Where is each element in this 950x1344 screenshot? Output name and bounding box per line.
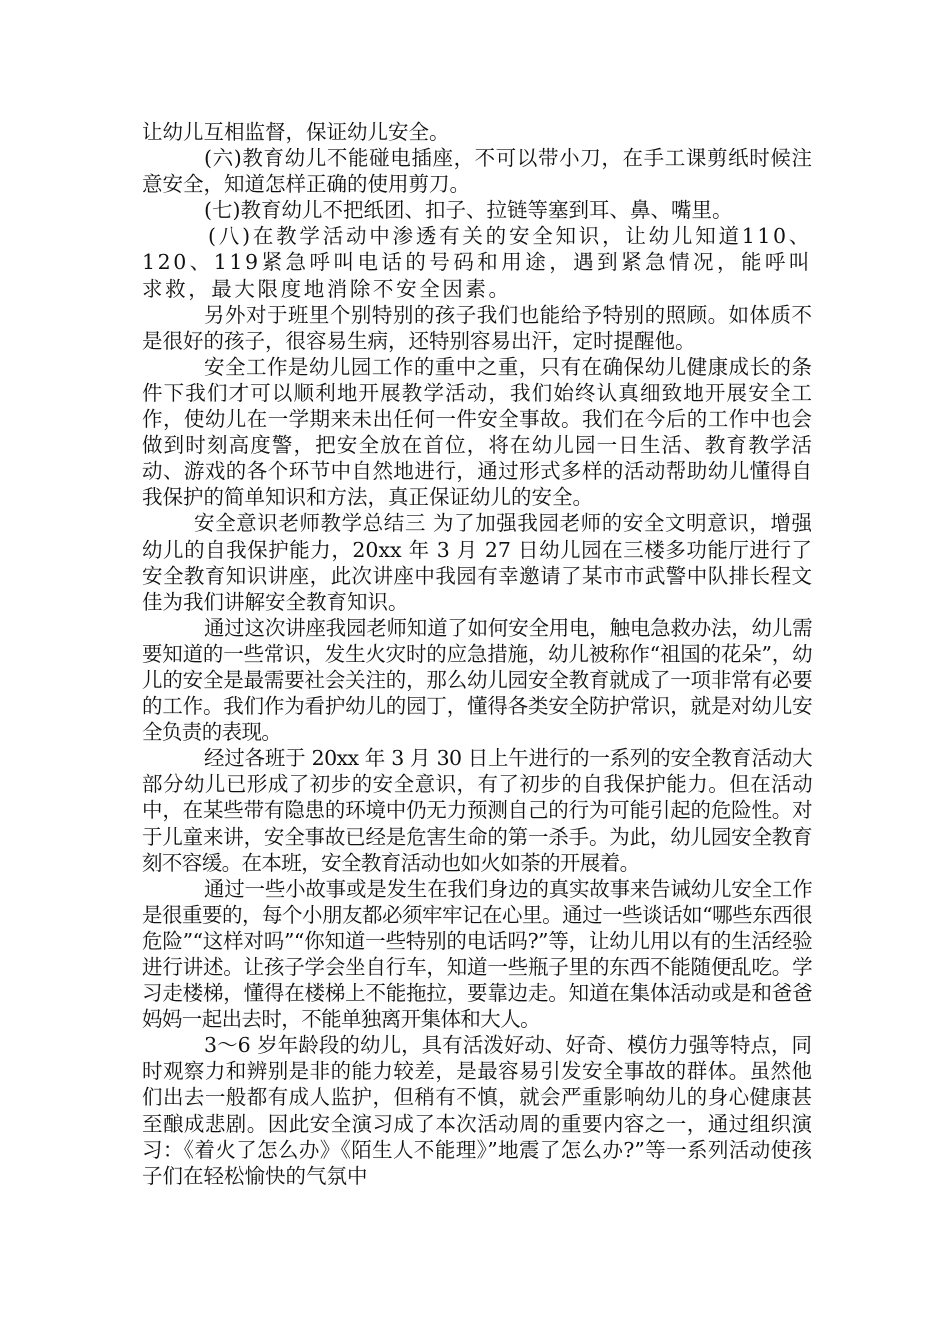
paragraph-6: 安全工作是幼儿园工作的重中之重，只有在确保幼儿健康成长的条件下我们才可以顺利地开展教学活动，我们始终认真细致地开展安全工作，使幼儿在一学期来未出任何一件安全事故。我们在今后的工作中也会做到时刻高度警，把安全放在首位，将在幼儿园一日生活、教育教学活动、游戏的各个环节中自然地进行，通过形式多样的活动帮助幼儿懂得自我保护的简单知识和方法，真正保证幼儿的安全。 [142,354,812,510]
paragraph-3: (七)教育幼儿不把纸团、扣子、拉链等塞到耳、鼻、嘴里。 [204,198,733,223]
paragraph-1: 让幼儿互相监督，保证幼儿安全。 [142,120,450,144]
paragraph-4: (八)在教学活动中渗透有关的安全知识，让幼儿知道110、120、119紧急呼叫电话的号码和用途，遇到紧急情况，能呼叫求救，最大限度地消除不安全因素。 [142,224,812,301]
paragraph-8: 通过这次讲座我园老师知道了如何安全用电，触电急救办法，幼儿需要知道的一些常识，发生火灾时的应急措施，幼儿被称作“祖国的花朵”，幼儿的安全是最需要社会关注的，那么幼儿园安全教育就成了一项非常有必要的工作。我们作为看护幼儿的园丁，懂得各类安全防护常识，就是对幼儿安全负责的表现。 [142,615,812,745]
paragraph-9: 经过各班于 20xx 年 3 月 30 日上午进行的一系列的安全教育活动大部分幼儿已形成了初步的安全意识，有了初步的自我保护能力。但在活动中，在某些带有隐患的环境中仍无力预测自己的行为可能引起的危险性。对于儿童来讲，安全事故已经是危害生命的第一杀手。为此，幼儿园安全教育刻不容缓。在本班，安全教育活动也如火如荼的开展着。 [142,746,812,875]
paragraph-10: 通过一些小故事或是发生在我们身边的真实故事来告诫幼儿安全工作是很重要的，每个小朋友都必须牢牢记在心里。通过一些谈话如“哪些东西很危险”“这样对吗”“你知道一些特别的电话吗?”等，让幼儿用以有的生活经验进行讲述。让孩子学会坐自行车，知道一些瓶子里的东西不能随便乱吃。学习走楼梯，懂得在楼梯上不能拖拉，要靠边走。知道在集体活动或是和爸爸妈妈一起出去时，不能单独离开集体和大人。 [142,876,812,1032]
document-page [142,119,812,1189]
paragraph-5: 另外对于班里个别特别的孩子我们也能给予特别的照顾。如体质不是很好的孩子，很容易生病，还特别容易出汗，定时提醒他。 [142,302,812,353]
paragraph-11: 3～6 岁年龄段的幼儿，具有活泼好动、好奇、模仿力强等特点，同时观察力和辨别是非的能力较差，是最容易引发安全事故的群体。虽然他们出去一般都有成人监护，但稍有不慎，就会严重影响幼儿的身心健康甚至酿成悲剧。因此安全演习成了本次活动周的重要内容之一，通过组织演习：《着火了怎么办》《陌生人不能理》”地震了怎么办?”等一系列活动使孩子们在轻松愉快的气氛中 [142,1033,812,1188]
paragraph-7: 安全意识老师教学总结三 为了加强我园老师的安全文明意识，增强幼儿的自我保护能力，20xx 年 3 月 27 日幼儿园在三楼多功能厅进行了安全教育知识讲座，此次讲座中我园有幸邀请了某市市武警中队排长程文佳为我们讲解安全教育知识。 [142,511,812,614]
paragraph-2: (六)教育幼儿不能碰电插座，不可以带小刀，在手工课剪纸时候注意安全，知道怎样正确的使用剪刀。 [142,146,812,197]
